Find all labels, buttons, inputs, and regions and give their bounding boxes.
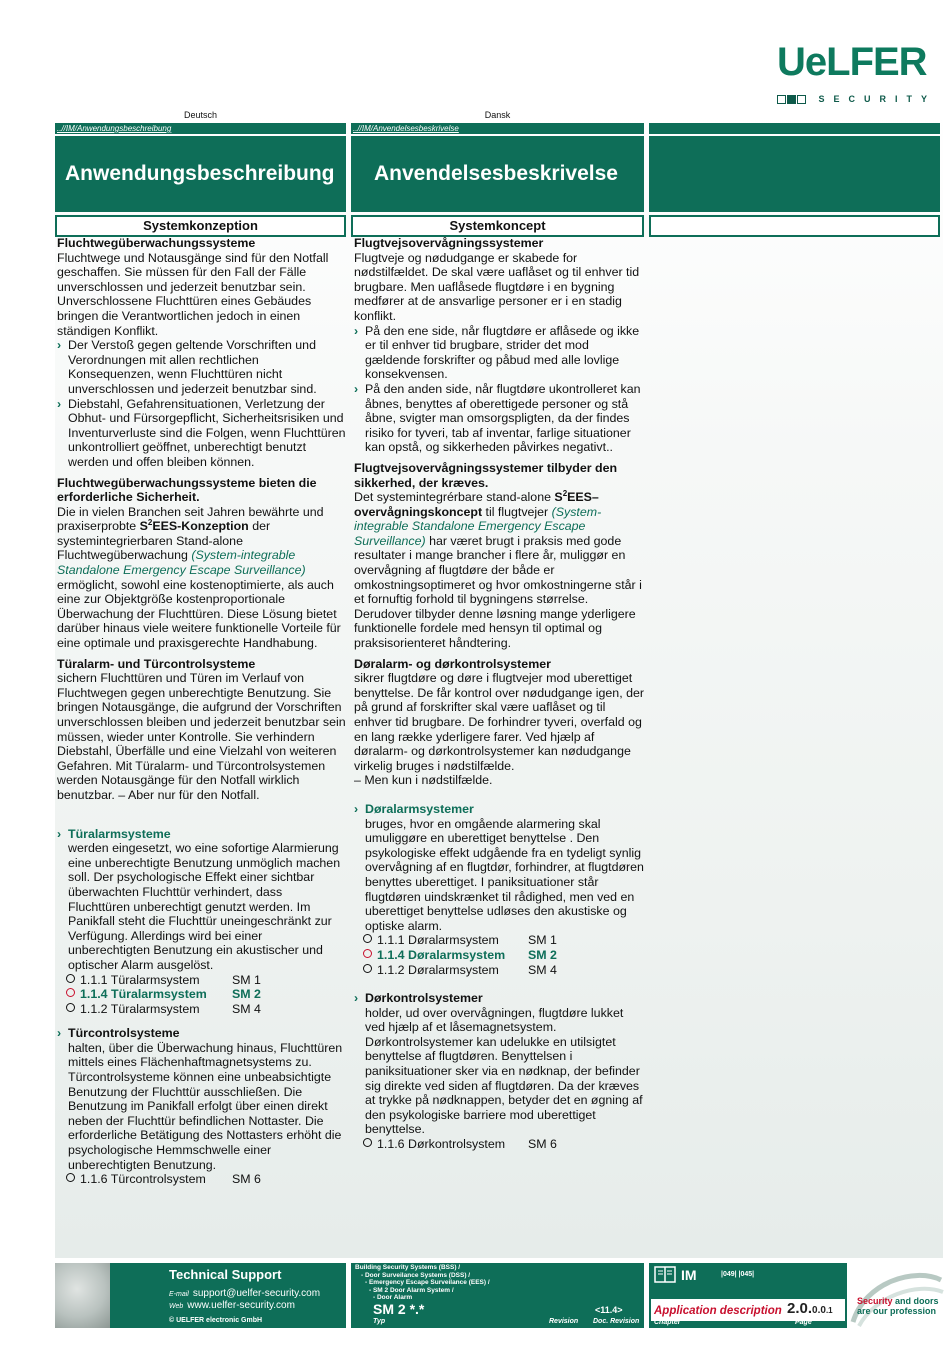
- section-title-de: Systemkonzeption: [55, 215, 346, 237]
- chapter-code: IM: [681, 1267, 697, 1283]
- page-title-de: Anwendungsbeschreibung: [55, 136, 346, 212]
- subheading-text: Døralarmsystemer: [365, 801, 474, 816]
- arrow-icon: ›: [57, 1026, 62, 1041]
- chapter-label: Chapter: [654, 1319, 681, 1326]
- book-icon: [654, 1266, 676, 1283]
- arrow-icon: ›: [354, 323, 359, 338]
- language-label-da: Dansk: [484, 110, 511, 120]
- language-label-de: Deutsch: [183, 110, 218, 120]
- reference-code: SM 4: [528, 962, 557, 977]
- breadcrumb-line: - Door Surveilance Systems (DSS) /: [361, 1271, 471, 1279]
- arrow-icon: ›: [57, 338, 62, 353]
- reference-label[interactable]: 1.1.1 Døralarmsystem: [377, 933, 499, 948]
- bullet-item: [57, 397, 346, 470]
- paragraph: Fluchtwege und Notausgänge sind für den Notfall geschaffen. Sie müssen für den Fall der Fälle unverschlossen und jederzeit benutzbar sein. Unverschlossene Fluchttüren eines Gebäudes bringen die Verantwortlichen jedoch in einen ständigen Konflikt.: [57, 250, 329, 338]
- path-de[interactable]: [55, 123, 346, 134]
- bullet-item: [354, 382, 644, 455]
- breadcrumb-line: - Door Alarm: [373, 1294, 413, 1302]
- reference-code: SM 4: [232, 1001, 261, 1016]
- logo-square-icon: [797, 95, 806, 104]
- paragraph: holder, ud over overvågningen, flugtdøre lukket ved hjælp af et låsemagnetsystem. Dørkontrolsystemer kan udelukke en utilsigtet benyttelse af flugtdøren. Benyttelsen i paniksituationer sker via en nødknap, der befinder sig direkte ved siden af flugtdøren. Da der kræves at trykke på nødknappen, betyder det en øgning af den psykologiske barriere mod uberettiget benyttelse.: [365, 1005, 643, 1137]
- paragraph: – Men kun i nødstilfælde.: [354, 773, 493, 788]
- breadcrumb-line: - SM 2 Door Alarm System /: [369, 1286, 454, 1294]
- superscript: 2: [147, 518, 153, 528]
- version-small: 0.0: [812, 1305, 826, 1316]
- reference-code: SM 6: [232, 1172, 261, 1187]
- circle-icon: [363, 964, 372, 973]
- circle-icon: [66, 988, 75, 997]
- logo-wordmark: UeLFER: [777, 40, 927, 84]
- logo-square-filled-icon: [787, 95, 796, 104]
- heading: Fluchtwegüberwachungssysteme: [57, 236, 256, 250]
- italic-term: (System-integrable Standalone Emergency Escape Surveillance): [354, 504, 602, 548]
- web-link[interactable]: www.uelfer-security.com: [187, 1300, 295, 1311]
- reference-item[interactable]: [57, 1002, 346, 1017]
- support-email[interactable]: [169, 1288, 320, 1299]
- breadcrumb-line: Building Security Systems (BSS) /: [355, 1264, 461, 1271]
- paragraph: [57, 505, 346, 651]
- version-main: 2.0.: [787, 1300, 813, 1317]
- heading: Türalarm- und Türcontrolsysteme: [57, 656, 256, 671]
- logo-subtitle-text: SECURITY: [818, 94, 937, 104]
- text: har været brugt i praksis med gode resultater i mange brancher i flere år, muliggør en overvågning af flugtdøre der både er omkostningsoptimeret og hvor omkostningerne står i et fornuftig forhold til bygningens størrelse. Derudover tilbyder denne løsning mange yderligere funktionelle fordele med hensyn til optimal og praksisorienteret håndtering.: [354, 533, 642, 651]
- page-title-empty: [649, 136, 940, 212]
- product-type: SM 2 *.*: [373, 1301, 425, 1317]
- subheading: [354, 991, 644, 1006]
- italic-term: (System-integrable Standalone Emergency Escape Surveillance): [57, 548, 306, 578]
- revision-value: <11.4>: [595, 1305, 623, 1315]
- arrow-icon: ›: [57, 826, 62, 841]
- version-number: [787, 1300, 833, 1317]
- email-link[interactable]: support@uelfer-security.com: [192, 1288, 321, 1299]
- page-codes: |049| |045|: [721, 1271, 755, 1278]
- reference-label[interactable]: 1.1.4 Døralarmsystem: [377, 947, 506, 962]
- reference-item[interactable]: [354, 1137, 644, 1152]
- page-title-da: Anvendelsesbeskrivelse: [351, 136, 644, 212]
- circle-icon: [66, 974, 75, 983]
- text: ermöglicht, sowohl eine kostenoptimierte, als auch eine zur Objektgröße kostenproportionale Überwachung der Fluchttüren. Diese Lösung bietet darüber hinaus viele weitere funktionelle Vorteile für eine optimale und praxisgerechte Handhabung.: [57, 577, 341, 651]
- paragraph: [354, 490, 644, 651]
- path-da[interactable]: [351, 123, 644, 134]
- support-photo: [55, 1263, 110, 1328]
- text: til flugtvejer: [482, 504, 552, 519]
- paragraph: sichern Fluchttüren und Türen im Verlauf von Fluchtwegen gegen unberechtigte Benutzung. Sie bringen Notausgänge, die aufgrund der Vorschriften unverschlossen bleiben und jederzeit benutzbar sein müssen, wieder unter Kontrolle. Sie verhindern Diebstahl, Überfälle und eine Vielzahl von weiteren Gefahren. Mit Türalarm- und Türcontrolsystemen werden Notausgänge für den Notfall wirklich benutzbar. – Aber nur für den Notfall.: [57, 671, 346, 802]
- reference-code: SM 2: [232, 987, 261, 1002]
- circle-icon: [363, 1138, 372, 1147]
- paragraph: Flugtveje og nødudgange er skabede for nødstilfældet. De skal være uaflåset og til enhver tid brugbare. Men uaflåsede flugtdøre i en bygning medfører at de ansvarlige personer er i en stadig konflikt.: [354, 250, 640, 323]
- typ-label: Typ: [373, 1318, 386, 1325]
- reference-label[interactable]: 1.1.2 Türalarmsystem: [80, 1001, 200, 1016]
- uelfer-logo: [777, 40, 942, 110]
- circle-icon: [66, 1003, 75, 1012]
- column-de: [57, 236, 346, 1187]
- web-label: Web: [169, 1303, 184, 1310]
- paragraph: werden eingesetzt, wo eine sofortige Alarmierung eine unberechtigte Benutzung unmöglich machen soll. Der psychologische Effekt einer sichtbar überwachten Fluchttür verhindert, dass Fluchttüren unberechtigt genutzt werden. Im Panikfall steht die Fluchttür uneingeschränkt zur Verfügung. Allerdings wird bei einer unberechtigten Benutzung ein akustischer und optischer Alarm ausgelöst.: [68, 841, 341, 972]
- subheading: [354, 802, 644, 817]
- breadcrumb-line: - Emergency Escape Surveilance (EES) /: [365, 1279, 490, 1287]
- subheading: [57, 1026, 346, 1041]
- reference-label[interactable]: 1.1.6 Türcontrolsystem: [80, 1172, 206, 1187]
- text: EES–overvågningskoncept: [354, 490, 599, 519]
- path-link-de[interactable]: ..//IM/Anwendungsbeschreibung: [57, 124, 172, 133]
- text: Det systemintegrérbare stand-alone: [354, 490, 555, 505]
- copyright: © UELFER electronic GmbH: [169, 1317, 263, 1324]
- version-tiny: .1: [825, 1306, 833, 1315]
- subheading: [57, 827, 346, 842]
- slogan-part: Security: [857, 1296, 893, 1306]
- reference-item[interactable]: [57, 1172, 346, 1187]
- reference-item-active[interactable]: [57, 987, 346, 1002]
- reference-code: SM 6: [528, 1137, 557, 1152]
- reference-code: SM 2: [528, 947, 557, 962]
- arrow-icon: ›: [354, 381, 359, 396]
- reference-label[interactable]: 1.1.2 Døralarmsystem: [377, 962, 499, 977]
- section-title-empty: [649, 215, 940, 237]
- bullet-item: [354, 324, 644, 382]
- text: S: [554, 490, 563, 505]
- superscript: 2: [562, 488, 568, 498]
- reference-code: SM 1: [232, 972, 261, 987]
- logo-square-icon: [777, 95, 786, 104]
- circle-icon: [363, 934, 372, 943]
- heading: Fluchtwegüberwachungssysteme bieten die erforderliche Sicherheit.: [57, 475, 317, 505]
- support-title: Technical Support: [169, 1267, 282, 1282]
- reference-label[interactable]: 1.1.4 Türalarmsystem: [80, 987, 207, 1002]
- heading: Flugtvejsovervågningssystemer: [354, 236, 544, 250]
- bullet-text: På den ene side, når flugtdøre er aflåsede og ikke er til enhver tid brugbare, strider det mod gældende forskrifter og påbud med alle lovlige konsekvensen.: [365, 323, 640, 382]
- text: Die in vielen Branchen seit Jahren bewährte und praxiserprobte: [57, 504, 324, 534]
- bullet-item: [57, 338, 346, 396]
- circle-icon: [66, 1173, 75, 1182]
- application-description-label: Application description: [654, 1305, 782, 1317]
- email-label: E-mail: [169, 1291, 189, 1298]
- subheading-text: Türcontrolsysteme: [68, 1026, 180, 1041]
- column-da: [354, 236, 644, 1152]
- product-footer: [351, 1263, 644, 1328]
- page-label: Page: [795, 1319, 812, 1326]
- heading: Døralarm- og dørkontrolsystemer: [354, 656, 551, 671]
- text: EES-Konzeption: [152, 519, 249, 534]
- subheading-text: Dørkontrolsystemer: [365, 991, 483, 1006]
- reference-item[interactable]: [354, 963, 644, 978]
- arrow-icon: ›: [354, 991, 359, 1006]
- reference-item[interactable]: [354, 933, 644, 948]
- slogan-part: are our profession: [857, 1306, 937, 1316]
- paragraph: sikrer flugtdøre og døre i flugtvejer mod uberettiget benyttelse. De får kontrol over nødudgange igen, der på grund af forskrifter skal være uaflåset og til enhver tid brugbare. De forhindrer tyveri, overfald og en lang række yderligere farer. Ved hjælp af døralarm- og dørkontrolsystemer kan nødudgange virkelig bruges i nødstilfælde.: [354, 671, 644, 773]
- reference-code: SM 1: [528, 933, 557, 948]
- paragraph: halten, über die Überwachung hinaus, Fluchttüren mittels eines Flächenhaftmagnetsystems zu. Türcontrolsysteme können eine unbeabsichtigte Benutzung der Fluchttür ausschließen. Die Benutzung im Panikfall erfolgt über einen direkt neben der Fluchttür befindlichen Nottaster. Die erforderliche Betätigung des Nottasters erhöht die psychologische Hemmschwelle einer unberechtigten Benutzung.: [68, 1040, 343, 1172]
- arrow-icon: ›: [354, 801, 359, 816]
- slogan-part: and doors: [892, 1296, 939, 1306]
- path-empty: [649, 123, 940, 134]
- section-title-da: Systemkoncept: [351, 215, 644, 237]
- support-web[interactable]: [169, 1300, 295, 1311]
- support-footer: [55, 1263, 346, 1328]
- bullet-text: Diebstahl, Gefahrensituationen, Verletzung der Obhut- und Fürsorgepflicht, Sicherheitsrisiken und Inventurverluste sind die Folgen, wenn Fluchttüren unkontrolliert geöffnet, unberechtigt benutzt werden und offen bleiben können.: [68, 396, 346, 469]
- chapter-footer: [649, 1263, 847, 1328]
- subheading-text: Türalarmsysteme: [68, 826, 171, 841]
- path-link-da[interactable]: ..//IM/Anvendelsesbeskrivelse: [353, 124, 459, 133]
- text: der systemintegrierbaren Stand-alone Fluchtwegüberwachung: [57, 519, 271, 563]
- reference-label[interactable]: 1.1.1 Türalarmsystem: [80, 972, 200, 987]
- doc-revision-label: Doc. Revision: [593, 1318, 640, 1325]
- revision-label: Revision: [549, 1318, 579, 1325]
- bullet-text: På den anden side, når flugtdøre ukontrolleret kan åbnes, benyttes af oberettigede personer og stå åbne, svigter man omsorgspligten, da der findes risiko for tyveri, tab af inventar, farlige situationer kan opstå, og sikkerheden påvirkes negativt..: [365, 381, 641, 455]
- reference-item[interactable]: [57, 973, 346, 988]
- paragraph: bruges, hvor en omgående alarmering skal umuliggøre en uberettiget benyttelse . Den psykologiske effekt udgående fra en tydeligt synlig overvågning af en flugtdør, forhindrer, at flugtdøren benyttes uberettiget. I paniksituationer står flugtdøren uindskrænket til rådighed, men ved en uberettiget benyttelse udløses den akustiske og optiske alarm.: [365, 816, 644, 933]
- bullet-text: Der Verstoß gegen geltende Vorschriften und Verordnungen mit allen rechtlichen Konsequenzen, wenn Fluchttüren nicht unverschlossen und jederzeit benutzbar sind.: [68, 338, 317, 396]
- heading: Flugtvejsovervågningssystemer tilbyder den sikkerhed, der kræves.: [354, 460, 618, 490]
- reference-label[interactable]: 1.1.6 Dørkontrolsystem: [377, 1137, 506, 1152]
- arrow-icon: ›: [57, 396, 62, 411]
- footer-breadcrumb: [355, 1264, 490, 1302]
- logo-subtitle: [777, 94, 936, 104]
- reference-item-active[interactable]: [354, 948, 644, 963]
- slogan: [857, 1296, 939, 1316]
- text: S: [139, 519, 148, 534]
- circle-icon: [363, 949, 372, 958]
